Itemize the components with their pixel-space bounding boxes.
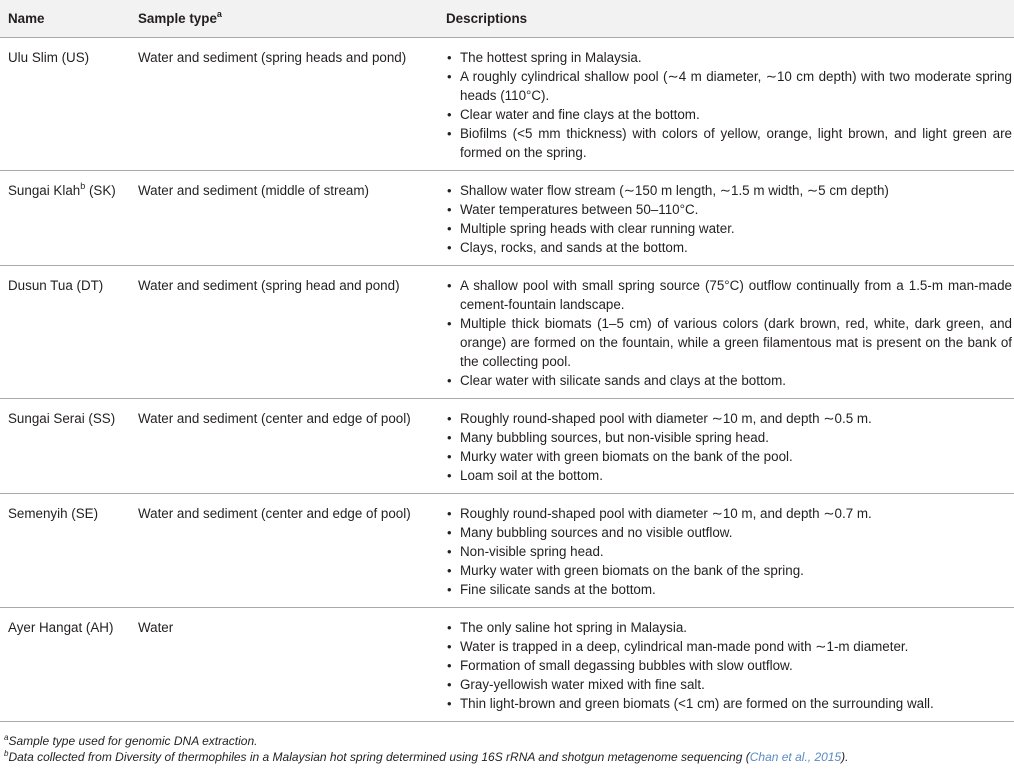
table-header (0, 0, 1014, 38)
description-list (446, 504, 1012, 599)
spring-name-cell (0, 608, 130, 722)
header-sample-type: Sample type$^a$ (130, 0, 438, 38)
description-item: • Clear water with silicate sands and clays at the bottom. (446, 371, 1012, 390)
description-item: • Murky water with green biomats on the bank of the spring. (446, 561, 1012, 580)
table-row (0, 171, 1014, 266)
header-footnote-mark: a (216, 8, 222, 19)
description-list (446, 276, 1012, 390)
description-list (446, 618, 1012, 713)
sample-type: Water and sediment (center and edge of pool) (138, 411, 411, 426)
sample-type: Water and sediment (spring head and pond) (138, 278, 400, 293)
description-item: • Many bubbling sources and no visible outflow. (446, 523, 1012, 542)
header-descriptions: Descriptions (438, 0, 1014, 38)
description-list (446, 48, 1012, 162)
description-item: • Multiple spring heads with clear running water. (446, 219, 1012, 238)
table-row (0, 608, 1014, 722)
descriptions-cell (438, 399, 1014, 494)
description-item: • A shallow pool with small spring source (75°C) outflow continually from a 1.5-m man-made cement-fountain landscape. (446, 276, 1012, 314)
description-item: • The only saline hot spring in Malaysia. (446, 618, 1012, 637)
description-item: • Multiple thick biomats (1–5 cm) of various colors (dark brown, red, white, dark green, and orange) are formed on the fountain, while a green filamentous mat is present on the bank of the collecting pool. (446, 314, 1012, 371)
description-item: • Gray-yellowish water mixed with fine salt. (446, 675, 1012, 694)
description-item: • Biofilms (<5 mm thickness) with colors of yellow, orange, light brown, and light green are formed on the spring. (446, 124, 1012, 162)
descriptions-cell (438, 494, 1014, 608)
description-item: • Thin light-brown and green biomats (<1 cm) are formed on the surrounding wall. (446, 694, 1012, 713)
sample-type-cell (130, 494, 438, 608)
spring-name: Sungai Klah (8, 183, 81, 198)
description-item: • Water temperatures between 50–110°C. (446, 200, 1012, 219)
description-item: • Shallow water flow stream (∼150 m length, ∼1.5 m width, ∼5 cm depth) (446, 181, 1012, 200)
table-row (0, 399, 1014, 494)
spring-name: Sungai Serai (SS) (8, 411, 116, 426)
spring-name-cell (0, 399, 130, 494)
description-list (446, 181, 1012, 257)
spring-name-footnote-mark: b (80, 180, 86, 191)
sample-type-cell (130, 608, 438, 722)
sample-type-cell (130, 171, 438, 266)
description-item: • Roughly round-shaped pool with diameter ∼10 m, and depth ∼0.7 m. (446, 504, 1012, 523)
description-item: • Non-visible spring head. (446, 542, 1012, 561)
footnote-b (4, 749, 1012, 765)
spring-name: Dusun Tua (DT) (8, 278, 104, 293)
description-item: • Clays, rocks, and sands at the bottom. (446, 238, 1012, 257)
spring-name-cell (0, 171, 130, 266)
sample-type: Water and sediment (spring heads and pond) (138, 50, 407, 65)
footnote-a (4, 733, 1012, 749)
description-item: • Fine silicate sands at the bottom. (446, 580, 1012, 599)
table-body (0, 38, 1014, 722)
descriptions-cell (438, 38, 1014, 171)
table-row (0, 494, 1014, 608)
sample-type-cell (130, 266, 438, 399)
descriptions-cell (438, 171, 1014, 266)
footnote-b-end: ). (841, 750, 849, 764)
spring-name: Semenyih (SE) (8, 506, 99, 521)
footnote-a-text: Sample type used for genomic DNA extraction. (8, 734, 258, 748)
spring-name: Ayer Hangat (AH) (8, 620, 114, 635)
spring-name: Ulu Slim (US) (8, 50, 90, 65)
spring-name-cell (0, 266, 130, 399)
description-item: • Water is trapped in a deep, cylindrical man-made pond with ∼1-m diameter. (446, 637, 1012, 656)
sample-type: Water (138, 620, 174, 635)
description-item: • Clear water and fine clays at the bottom. (446, 105, 1012, 124)
sample-type: Water and sediment (center and edge of pool) (138, 506, 411, 521)
description-list (446, 409, 1012, 485)
table-row (0, 38, 1014, 171)
footnote-a-mark: a (4, 733, 9, 742)
descriptions-cell (438, 608, 1014, 722)
description-item: • Roughly round-shaped pool with diameter ∼10 m, and depth ∼0.5 m. (446, 409, 1012, 428)
header-row (0, 0, 1014, 38)
sample-type-cell (130, 38, 438, 171)
citation-link[interactable]: Chan et al., 2015 (749, 750, 842, 764)
footnote-b-text: Data collected from Diversity of thermophiles in a Malaysian hot spring determined using 16S rRNA and shotgun metagenome sequencing ( (8, 750, 750, 764)
description-item: • Formation of small degassing bubbles with slow outflow. (446, 656, 1012, 675)
sample-type-cell (130, 399, 438, 494)
spring-name-cell (0, 494, 130, 608)
sample-type: Water and sediment (middle of stream) (138, 183, 369, 198)
descriptions-cell (438, 266, 1014, 399)
description-item: • A roughly cylindrical shallow pool (∼4 m diameter, ∼10 cm depth) with two moderate spring heads (110°C). (446, 67, 1012, 105)
table-row (0, 266, 1014, 399)
header-name: Name (0, 0, 130, 38)
footnotes (4, 733, 1012, 765)
description-item: • Many bubbling sources, but non-visible spring head. (446, 428, 1012, 447)
description-item: • The hottest spring in Malaysia. (446, 48, 1012, 67)
footnote-b-mark: b (4, 749, 9, 758)
spring-code: (SK) (85, 183, 116, 198)
description-item: • Loam soil at the bottom. (446, 466, 1012, 485)
description-item: • Murky water with green biomats on the bank of the pool. (446, 447, 1012, 466)
spring-name-cell (0, 38, 130, 171)
